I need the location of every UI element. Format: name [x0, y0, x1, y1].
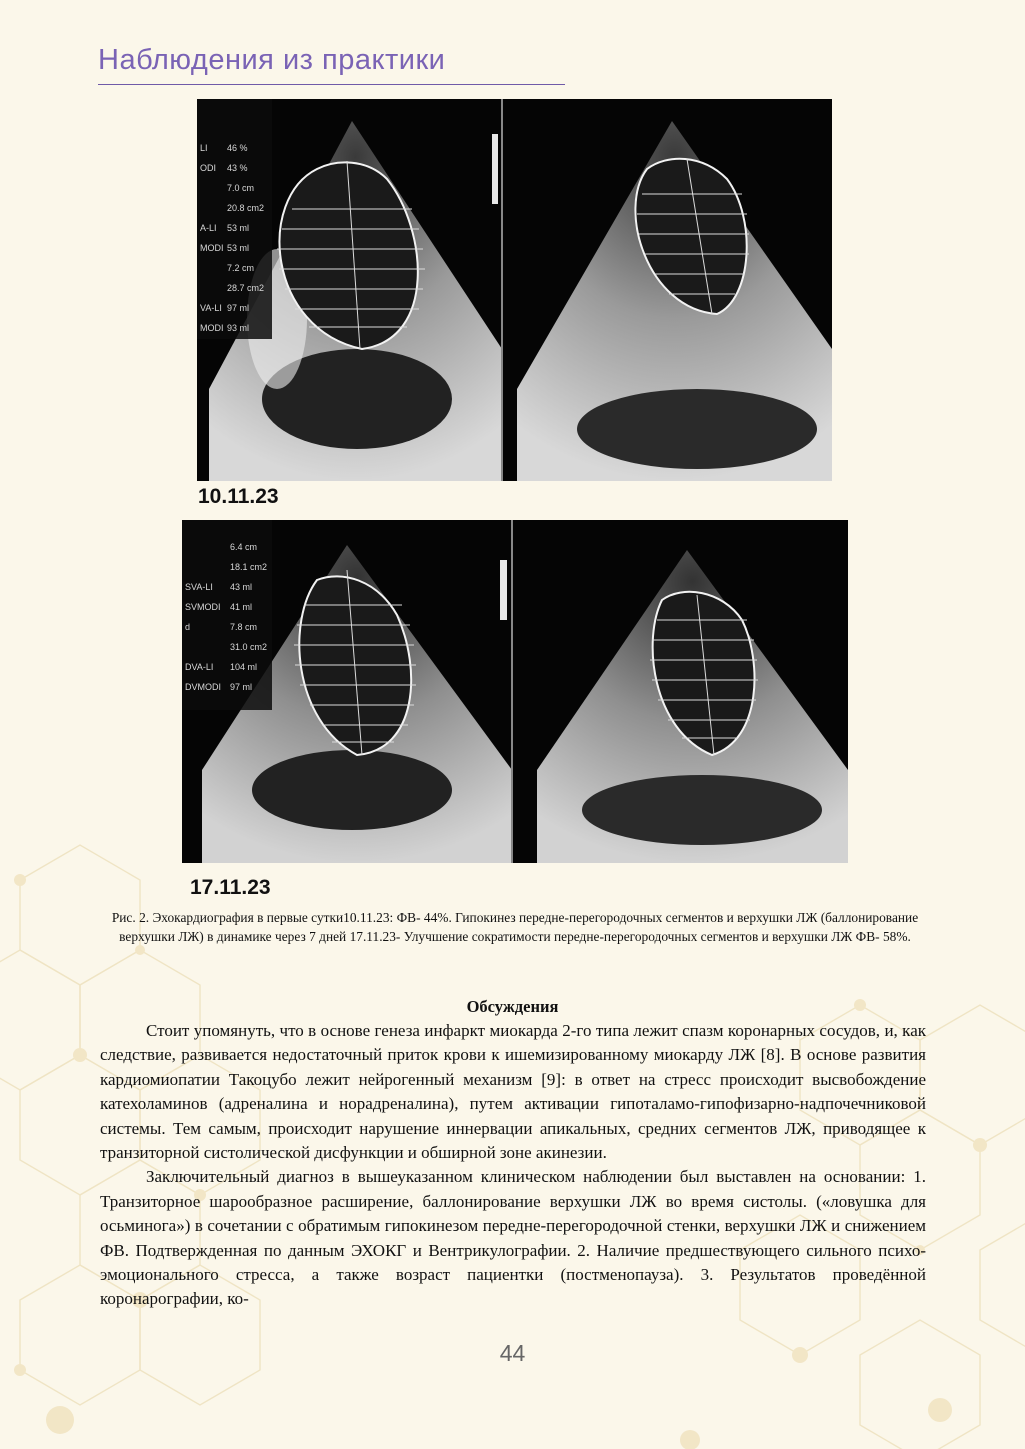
body-paragraph-1: Стоит упомянуть, что в основе генеза инфаркт миокарда 2-го типа лежит спазм коронарных сосудов, и, как следствие, развивается недостаточный приток крови к ишемизированному миокарду ЛЖ [8]. В основе развития кардиомиопатии Такоцубо лежит нейрогенный механизм [9]: в ответ на стресс происходит высвобождение катехоламинов (адреналина и норадреналина), путем активации гипоталамо-гипофизарно-надпочечниковой системы. Тем самым, происходит нарушение иннервации апикальных, средних сегментов ЛЖ, приводящее к транзиторной систолической дисфункции и обширной зоне акинезии. [100, 1021, 926, 1163]
echo-bottom-readout-6: 31.0 cm2 [230, 642, 268, 652]
echo-bottom-label-3: d [185, 622, 191, 632]
echo-bottom-label-5: DVMODI [185, 682, 221, 692]
echo-top-readout-7: 7.2 cm [227, 263, 255, 273]
section-heading: Обсуждения [466, 997, 559, 1016]
echo-top-readout-1: 46 % [227, 143, 248, 153]
echo-image-top [197, 99, 832, 481]
echo-bottom-readout-8: 97 ml [230, 682, 253, 692]
echo-top-label-4: MODI [200, 243, 224, 253]
body-text [100, 1019, 926, 1312]
echo-top-label-1: LI [200, 143, 208, 153]
echo-image-top-graphic [197, 99, 832, 481]
echo-bottom-readout-3: 43 ml [230, 582, 253, 592]
figure-date-top: 10.11.23 [198, 485, 279, 508]
echo-top-label-3: A-LI [200, 223, 217, 233]
echo-image-bottom [182, 520, 848, 863]
echo-top-readout-3: 7.0 cm [227, 183, 255, 193]
page-number: 44 [499, 1340, 526, 1366]
echo-bottom-readout-1: 6.4 cm [230, 542, 258, 552]
echo-bottom-readout-7: 104 ml [230, 662, 258, 672]
header-title: Наблюдения из практики [98, 44, 446, 76]
echo-top-readout-5: 53 ml [227, 223, 250, 233]
figure-caption: Рис. 2. Эхокардиография в первые сутки10.11.23: ФВ- 44%. Гипокинез передне-перегородочных сегментов и верхушки ЛЖ (баллонирование верхушки ЛЖ) в динамике через 7 дней 17.11.23- Улучшение сократимости передне-перегородочных сегментов и верхушки ЛЖ ФВ- 58%. [111, 910, 919, 944]
echo-bottom-label-4: DVA-LI [185, 662, 214, 672]
echo-top-readout-6: 53 ml [227, 243, 250, 253]
echo-top-label-6: MODI [200, 323, 224, 333]
echo-top-readout-2: 43 % [227, 163, 248, 173]
echo-top-readout-9: 97 ml [227, 303, 250, 313]
echo-bottom-label-2: SVMODI [185, 602, 221, 612]
echo-image-bottom-graphic [182, 520, 848, 863]
header-rule [98, 84, 565, 85]
echo-bottom-readout-5: 7.8 cm [230, 622, 258, 632]
echo-top-readout-10: 93 ml [227, 323, 250, 333]
body-paragraph-2: Заключительный диагноз в вышеуказанном клиническом наблюдении был выставлен на основании: 1. Транзиторное шарообразное расширение, баллонирование верхушки ЛЖ во время систолы. («ловушка для осьминога») в сочетании с обратимым гипокинезом передне-перегородочной стенки, верхушки ЛЖ и снижением ФВ. Подтвержденная по данным ЭХОКГ и Вентрикулографии. 2. Наличие предшествующего сильного психо-эмоционального стресса, а также возраст пациентки (постменопауза). 3. Результатов проведённой коронарографии, ко- [100, 1167, 926, 1309]
figure-date-bottom: 17.11.23 [190, 876, 271, 899]
running-header [98, 44, 445, 77]
echo-top-readout-8: 28.7 cm2 [227, 283, 265, 293]
echo-top-label-2: ODI [200, 163, 217, 173]
echo-bottom-label-1: SVA-LI [185, 582, 213, 592]
echo-bottom-readout-4: 41 ml [230, 602, 253, 612]
echo-top-readout-4: 20.8 cm2 [227, 203, 265, 213]
echo-top-label-5: VA-LI [200, 303, 222, 313]
echo-bottom-readout-2: 18.1 cm2 [230, 562, 268, 572]
